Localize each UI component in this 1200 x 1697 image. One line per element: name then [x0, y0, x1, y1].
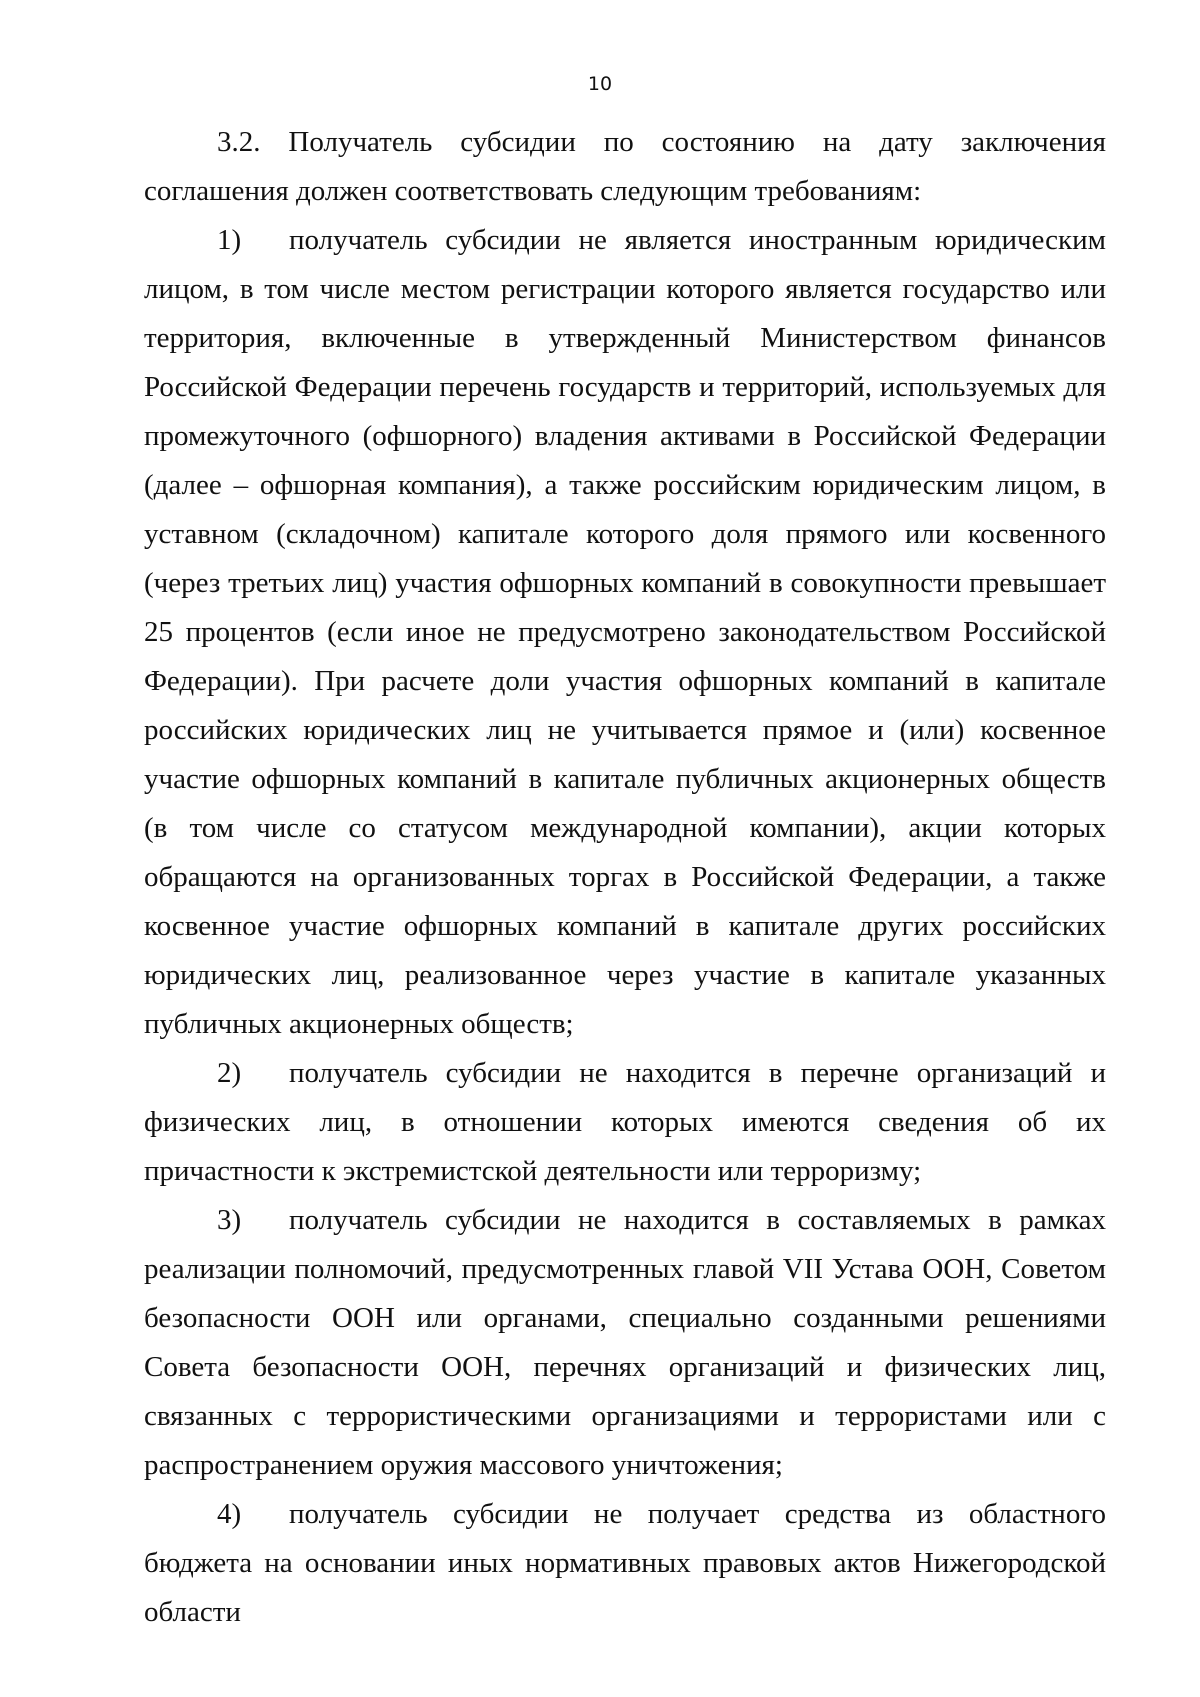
list-item-number: 2) — [217, 1057, 242, 1089]
list-item — [144, 1049, 1106, 1196]
list-item-number: 3) — [217, 1204, 242, 1236]
list-item-text: получатель субсидии не является иностранным юридическим лицом, в том числе местом регистрации которого является государство или территория, включенные в утвержденный Министерством финансов Российской Федерации перечень государств и территорий, используемых для промежуточного (офшорного) владения активами в Российской Федерации (далее – офшорная компания), а также российским юридическим лицом, в уставном (складочном) капитале которого доля прямого или косвенного (через третьих лиц) участия офшорных компаний в совокупности превышает 25 процентов (если иное не предусмотрено законодательством Российской Федерации). При расчете доли участия офшорных компаний в капитале российских юридических лиц не учитывается прямое и (или) косвенное участие офшорных компаний в капитале публичных акционерных обществ (в том числе со статусом международной компании), акции которых обращаются на организованных торгах в Российской Федерации, а также косвенное участие офшорных компаний в капитале других российских юридических лиц, реализованное через участие в капитале указанных публичных акционерных обществ; — [144, 224, 1106, 1040]
document-body — [144, 118, 1106, 1637]
page-number: 10 — [587, 73, 613, 95]
list-item — [144, 1196, 1106, 1490]
list-item-text: получатель субсидии не находится в перечне организаций и физических лиц, в отношении которых имеются сведения об их причастности к экстремистской деятельности или терроризму; — [144, 1057, 1106, 1187]
section-intro-paragraph: 3.2. Получатель субсидии по состоянию на дату заключения соглашения должен соответствовать следующим требованиям: — [144, 126, 1106, 207]
list-item-number: 1) — [217, 224, 242, 256]
list-item-text: получатель субсидии не находится в составляемых в рамках реализации полномочий, предусмотренных главой VII Устава ООН, Советом безопасности ООН или органами, специально созданными решениями Совета безопасности ООН, перечнях организаций и физических лиц, связанных с террористическими организациями и террористами или с распространением оружия массового уничтожения; — [144, 1204, 1106, 1481]
list-item-text: получатель субсидии не получает средства из областного бюджета на основании иных нормативных правовых актов Нижегородской области — [144, 1498, 1106, 1628]
list-item — [144, 1490, 1106, 1637]
list-item — [144, 216, 1106, 1049]
list-item-number: 4) — [217, 1498, 242, 1530]
